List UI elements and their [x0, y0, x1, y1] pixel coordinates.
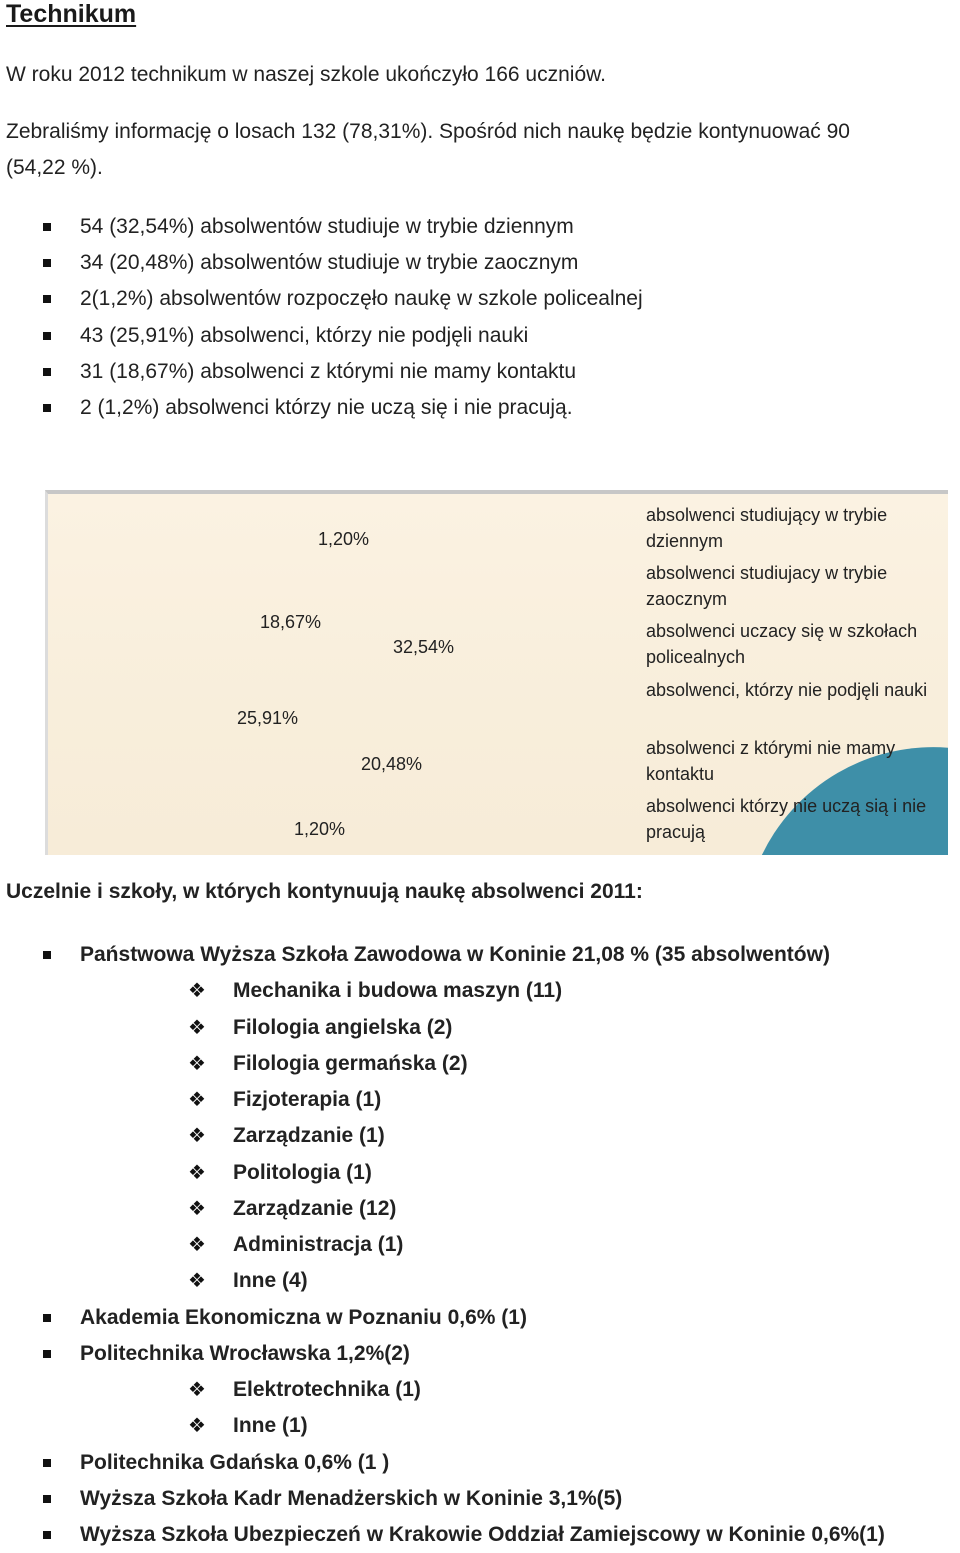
diamond-bullet-icon: ❖	[188, 1125, 206, 1148]
item-text: Mechanika i budowa maszyn (11)	[233, 979, 563, 1003]
page-title: Technikum	[6, 0, 137, 28]
data-label-5: 1,20%	[318, 529, 370, 549]
legend-item: absolwenci studiujacy w trybie zaocznym	[646, 563, 888, 610]
diamond-bullet-icon: ❖	[188, 1234, 206, 1256]
legend-item: absolwenci uczacy się w szkołach policealnych	[646, 621, 918, 668]
field-of-study-item	[40, 1082, 885, 1118]
item-text: Zarządzanie (12)	[233, 1196, 397, 1220]
item-text: Państwowa Wyższa Szkoła Zawodowa w Koninie 21,08 % (35 absolwentów)	[80, 943, 830, 966]
item-text: Fizjoterapia (1)	[233, 1088, 382, 1111]
field-of-study-item	[40, 1118, 885, 1154]
section-heading: Uczelnie i szkoły, w których kontynuują naukę absolwenci 2011:	[6, 880, 643, 903]
data-label-3: 25,91%	[237, 708, 299, 728]
diamond-bullet-icon: ❖	[188, 1089, 206, 1111]
field-of-study-item	[40, 973, 885, 1009]
diamond-bullet-icon: ❖	[188, 1379, 206, 1401]
field-of-study-item	[40, 1408, 885, 1444]
item-text: Akademia Ekonomiczna w Poznaniu 0,6% (1)	[80, 1305, 527, 1329]
field-of-study-item	[40, 1191, 885, 1227]
university-item	[40, 1336, 885, 1372]
legend-item: absolwenci którzy nie uczą sią i nie pracują	[646, 795, 927, 842]
stats-item: 54 (32,54%) absolwentów studiuje w trybie dziennym	[40, 209, 643, 245]
diamond-bullet-icon: ❖	[188, 1161, 206, 1184]
data-label-4: 18,67%	[260, 612, 322, 632]
pie-chart	[45, 490, 948, 855]
universities-list	[40, 937, 885, 1553]
item-text: Filologia angielska (2)	[233, 1015, 453, 1039]
diamond-bullet-icon: ❖	[188, 1052, 206, 1075]
item-text: Politechnika Wrocławska 1,2%(2)	[80, 1341, 410, 1365]
field-of-study-item	[40, 1227, 885, 1263]
university-item	[40, 1300, 885, 1336]
item-text: Filologia germańska (2)	[233, 1051, 468, 1075]
intro-line-3: (54,22 %).	[6, 156, 103, 179]
university-item	[40, 1517, 885, 1553]
stats-item: 2(1,2%) absolwentów rozpoczęło naukę w szkole policealnej	[40, 281, 643, 317]
stats-list	[40, 209, 643, 426]
stats-item: 34 (20,48%) absolwentów studiuje w trybie zaocznym	[40, 245, 643, 281]
chart-legend	[646, 502, 946, 851]
data-label-2: 1,20%	[294, 819, 346, 839]
item-text: Zarządzanie (1)	[233, 1124, 385, 1148]
item-text: Politechnika Gdańska 0,6% (1 )	[80, 1450, 390, 1474]
diamond-bullet-icon: ❖	[188, 1197, 206, 1220]
item-text: Inne (4)	[233, 1269, 308, 1293]
intro-line-2: Zebraliśmy informację o losach 132 (78,31%). Spośród nich naukę będzie kontynuować 90	[6, 120, 850, 143]
data-label-0: 32,54%	[393, 637, 455, 657]
legend-item: absolwenci studiujący w trybie dziennym	[646, 505, 888, 551]
intro-line-1: W roku 2012 technikum w naszej szkole ukończyło 166 uczniów.	[6, 63, 606, 86]
item-text: Wyższa Szkoła Ubezpieczeń w Krakowie Oddział Zamiejscowy w Koninie 0,6%(1)	[80, 1523, 885, 1546]
diamond-bullet-icon: ❖	[188, 1016, 206, 1039]
stats-item: 2 (1,2%) absolwenci którzy nie uczą się i nie pracują.	[40, 390, 643, 426]
item-text: Administracja (1)	[233, 1233, 404, 1256]
item-text: Elektrotechnika (1)	[233, 1378, 421, 1401]
university-item	[40, 1445, 885, 1481]
field-of-study-item	[40, 1372, 885, 1408]
university-item	[40, 937, 885, 973]
stats-item: 31 (18,67%) absolwenci z którymi nie mamy kontaktu	[40, 354, 643, 390]
field-of-study-item	[40, 1010, 885, 1046]
university-item	[40, 1481, 885, 1517]
diamond-bullet-icon: ❖	[188, 1270, 206, 1293]
field-of-study-item	[40, 1046, 885, 1082]
field-of-study-item	[40, 1263, 885, 1299]
field-of-study-item	[40, 1155, 885, 1191]
legend-item: absolwenci z którymi nie mamy kontaktu	[646, 737, 896, 784]
diamond-bullet-icon: ❖	[188, 980, 206, 1003]
data-label-1: 20,48%	[361, 754, 423, 774]
legend-item: absolwenci, którzy nie podjęli nauki	[646, 679, 928, 700]
item-text: Wyższa Szkoła Kadr Menadżerskich w Koninie 3,1%(5)	[80, 1486, 623, 1510]
stats-item: 43 (25,91%) absolwenci, którzy nie podjęli nauki	[40, 318, 643, 354]
item-text: Inne (1)	[233, 1414, 308, 1438]
item-text: Politologia (1)	[233, 1160, 372, 1184]
diamond-bullet-icon: ❖	[188, 1415, 206, 1438]
